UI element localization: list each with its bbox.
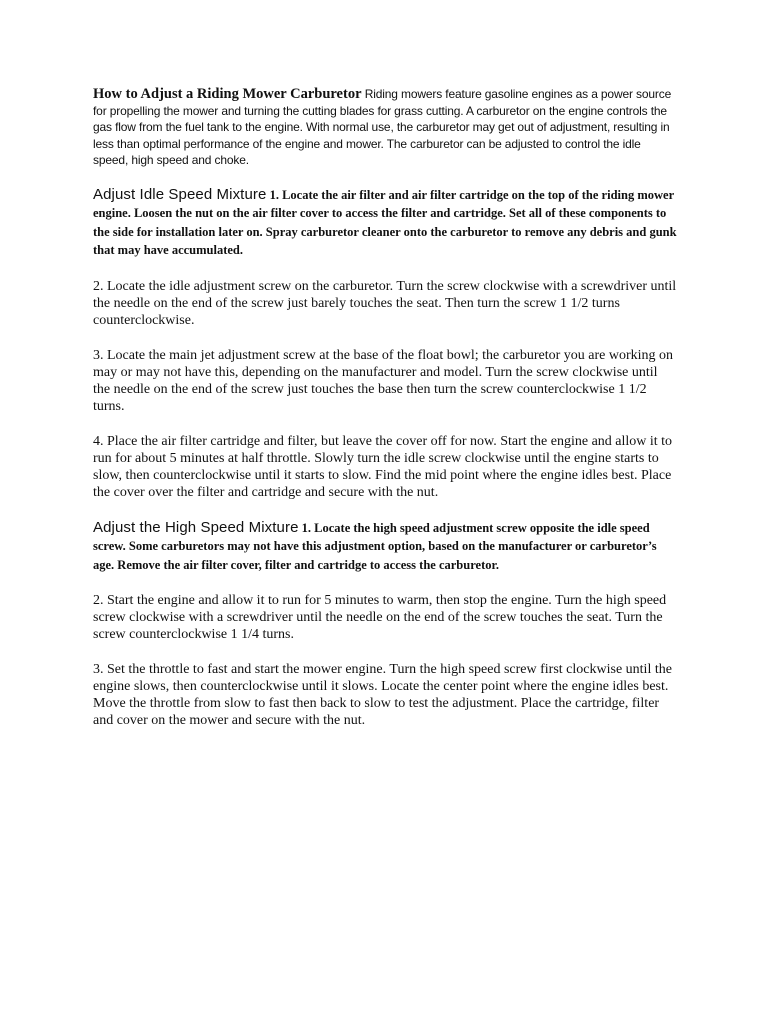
high-section-heading: Adjust the High Speed Mixture	[93, 518, 299, 536]
document-body	[93, 86, 678, 747]
high-step-2: 2. Start the engine and allow it to run for 5 minutes to warm, then stop the engine. Turn the high speed screw clockwise with a screwdriver until the needle on the end of the screw touches the seat. Turn the screw counterclockwise 1 1/4 turns.	[93, 593, 667, 642]
intro-paragraph	[93, 86, 678, 169]
idle-section-heading: Adjust Idle Speed Mixture	[93, 185, 267, 203]
idle-step-4: 4. Place the air filter cartridge and filter, but leave the cover off for now. Start the engine and allow it to run for about 5 minutes at half throttle. Slowly turn the idle screw clockwise until the engine starts to slow, then counterclockwise until it starts to slow. Find the mid point where the engine idles best. Place the cover over the filter and cartridge and secure with the nut.	[93, 433, 673, 500]
high-step-1: 1. Locate the high speed adjustment screw opposite the idle speed screw. Some carburetors may not have this adjustment option, based on the manufacturer or carburetor’s age. Remove the air filter cover, filter and cartridge to access the carburetor.	[93, 520, 657, 572]
idle-step-3: 3. Locate the main jet adjustment screw at the base of the float bowl; the carburetor you are working on may or may not have this, depending on the manufacturer and model. Turn the screw clockwise until the needle on the end of the screw just touches the base then turn the screw counterclockwise 1 1/2 turns.	[93, 347, 674, 414]
intro-text: Riding mowers feature gasoline engines as a power source for propelling the mower and turning the cutting blades for grass cutting. A carburetor on the engine controls the gas flow from the fuel tank to the engine. With normal use, the carburetor may get out of adjustment, resulting in less than optimal performance of the engine and mower. The carburetor can be adjusted to control the idle speed, high speed and choke.	[93, 87, 672, 167]
document-title: How to Adjust a Riding Mower Carburetor	[93, 86, 362, 102]
idle-step-1: 1. Locate the air filter and air filter cartridge on the top of the riding mower engine. Loosen the nut on the air filter cover to access the filter and cartridge. Set all of these components to the side for installation later on. Spray carburetor cleaner onto the carburetor to remove any debris and gunk that may have accumulated.	[93, 187, 677, 257]
idle-step-2: 2. Locate the idle adjustment screw on the carburetor. Turn the screw clockwise with a screwdriver until the needle on the end of the screw just barely touches the seat. Then turn the screw 1 1/2 turns counterclockwise.	[93, 278, 677, 328]
idle-section-lead	[93, 186, 678, 260]
high-step-3: 3. Set the throttle to fast and start the mower engine. Turn the high speed screw first clockwise until the engine slows, then counterclockwise until it slows. Locate the center point where the engine idles best. Move the throttle from slow to fast then back to slow to test the adjustment. Place the cartridge, filter and cover on the mower and secure with the nut.	[93, 662, 672, 728]
high-section-lead	[93, 519, 678, 575]
